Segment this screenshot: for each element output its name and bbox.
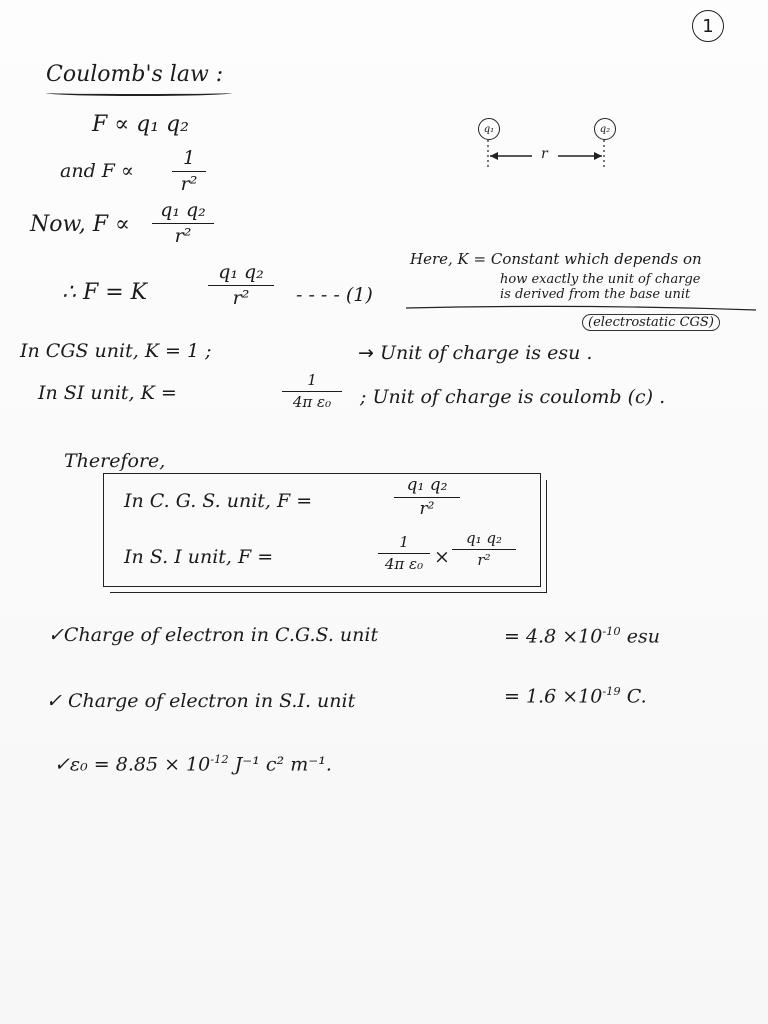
- epsilon-line: [54, 752, 332, 775]
- arrow-icon: →: [358, 342, 374, 364]
- box-si-denominator1: 4π ε₀: [384, 554, 424, 573]
- box-si-fraction2: [452, 530, 516, 568]
- box-cgs-label: In C. G. S. unit, F =: [124, 490, 313, 512]
- box-si-denominator2: r²: [477, 550, 491, 569]
- box-cgs-denominator: r²: [419, 498, 435, 519]
- and-f-prop: and F ∝: [60, 160, 134, 182]
- and-fraction: [172, 148, 206, 195]
- box-si-label: In S. I unit, F =: [124, 546, 274, 568]
- charge-q1: q₁: [478, 118, 500, 140]
- f-prop-q1q2: F ∝ q₁ q₂: [92, 112, 189, 137]
- electron-cgs-unit: esu: [626, 625, 660, 648]
- fraction-bar: [452, 549, 516, 550]
- therefore-label: Therefore,: [64, 450, 166, 472]
- note-line1: Here, K = Constant which depends on: [410, 250, 702, 268]
- note-line2: how exactly the unit of charge: [500, 272, 701, 287]
- box-si-numerator1: 1: [399, 533, 409, 551]
- cgs-result: [358, 342, 592, 364]
- title: Coulomb's law :: [46, 62, 224, 87]
- and-denominator: r²: [180, 172, 198, 195]
- si-result: ; Unit of charge is coulomb (c) .: [360, 386, 666, 408]
- si-k-fraction: [282, 372, 342, 410]
- now-fraction: [152, 200, 214, 247]
- distance-arrow: [480, 140, 620, 170]
- box-cgs-numerator: q₁ q₂: [406, 475, 448, 495]
- epsilon-exponent: -12: [210, 752, 229, 766]
- box-si-fraction1: [378, 534, 430, 572]
- si-k-numerator: 1: [307, 371, 317, 389]
- esu-expansion: (electrostatic CGS): [582, 314, 720, 331]
- si-line: In SI unit, K =: [38, 382, 177, 404]
- note-line3: is derived from the base unit: [500, 287, 691, 302]
- now-f-prop: Now, F ∝: [30, 212, 130, 237]
- title-underline: [46, 90, 232, 96]
- box-si-numerator2: q₁ q₂: [466, 529, 502, 547]
- fraction-bar: [394, 497, 460, 498]
- electron-si-label: ✓ Charge of electron in S.I. unit: [46, 690, 356, 712]
- electron-si-unit: C.: [626, 685, 647, 708]
- cgs-line: In CGS unit, K = 1 ;: [20, 340, 212, 362]
- epsilon-units: J⁻¹ c² m⁻¹.: [234, 753, 332, 776]
- charge-q2: q₂: [594, 118, 616, 140]
- fraction-bar: [152, 223, 214, 224]
- cgs-result-text: Unit of charge is esu .: [379, 342, 593, 364]
- electron-si-mantissa: = 1.6 ×10: [504, 685, 603, 708]
- fraction-bar: [282, 391, 342, 392]
- electron-cgs-mantissa: = 4.8 ×10: [504, 625, 603, 648]
- now-denominator: r²: [174, 224, 192, 247]
- eq1-fraction: [208, 262, 274, 309]
- fraction-bar: [172, 171, 206, 172]
- electron-cgs-exponent: -10: [602, 624, 621, 638]
- electron-si-value: [504, 684, 647, 707]
- fraction-bar: [208, 285, 274, 286]
- now-numerator: q₁ q₂: [160, 199, 206, 221]
- and-numerator: 1: [182, 147, 196, 169]
- therefore-f: ∴ F = K: [62, 280, 148, 305]
- box-times: ×: [434, 546, 450, 568]
- distance-label: r: [541, 146, 548, 162]
- eq1-label: - - - - (1): [296, 284, 373, 306]
- si-k-denominator: 4π ε₀: [292, 392, 332, 411]
- box-cgs-fraction: [394, 476, 460, 518]
- electron-cgs-value: [504, 624, 660, 647]
- electron-si-exponent: -19: [602, 684, 621, 698]
- eq1-numerator: q₁ q₂: [218, 261, 264, 283]
- page-number: 1: [692, 10, 724, 42]
- electron-cgs-label: ✓Charge of electron in C.G.S. unit: [48, 624, 379, 646]
- fraction-bar: [378, 553, 430, 554]
- eq1-denominator: r²: [232, 286, 250, 309]
- epsilon-label: ✓ε₀ = 8.85 × 10: [54, 753, 211, 776]
